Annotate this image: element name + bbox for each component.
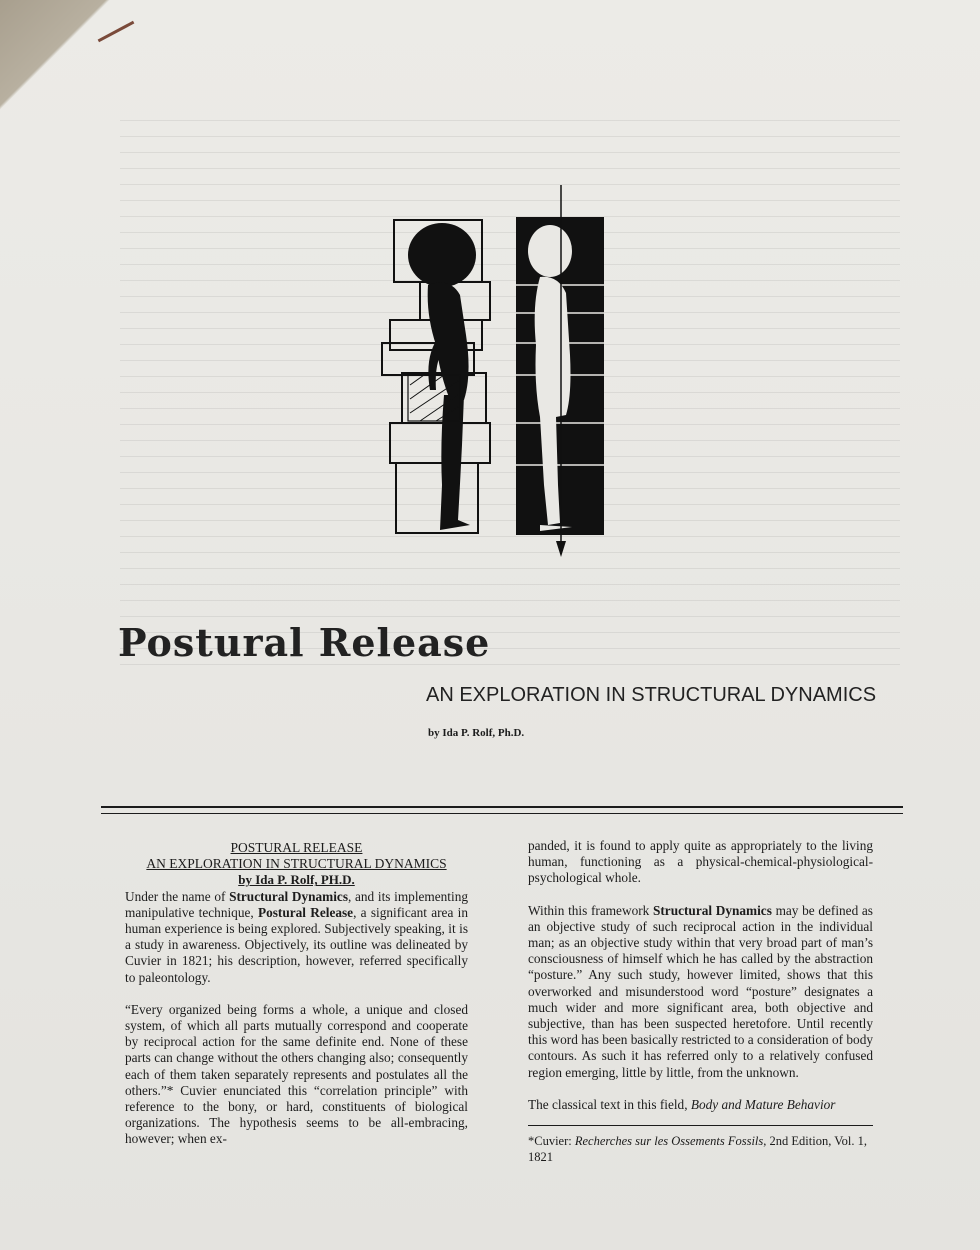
column-subtitle: AN EXPLORATION IN STRUCTURAL DYNAMICS — [146, 856, 447, 872]
byline: by Ida P. Rolf, Ph.D. — [428, 727, 525, 739]
left-column — [125, 840, 468, 1148]
folded-corner — [0, 0, 110, 110]
page-title: Postural Release — [118, 620, 491, 665]
footnote: *Cuvier: Recherches sur les Ossements Fossils, 2nd Edition, Vol. 1, 1821 — [528, 1134, 867, 1164]
stacked-blocks-figure — [382, 220, 490, 533]
paragraph: panded, it is found to apply quite as appropriately to the living human, functioning as a physical-chemical-physiological-psychological whole. — [528, 838, 873, 886]
page-subtitle: AN EXPLORATION IN STRUCTURAL DYNAMICS — [426, 684, 877, 706]
column-author: by Ida P. Rolf, PH.D. — [238, 872, 355, 888]
paragraph: Under the name of Structural Dynamics, and its implementing manipulative technique, Postural Release, a significant area in human experience is being explored. Subjectively speaking, it is a study in awareness. Objectively, its outline was delineated by Cuvier in 1821; his description, however, referred specifically to paleontology. — [125, 888, 468, 985]
right-column — [528, 838, 873, 1165]
paragraph: The classical text in this field, Body and Mature Behavior — [528, 1096, 836, 1112]
divider-rule — [101, 806, 903, 808]
footnote-rule — [528, 1125, 873, 1126]
paragraph: Within this framework Structural Dynamics may be defined as an objective study of such reciprocal action in the individual man; as an objective study within that very broad part of man’s consciousness of himself which he has called by the abstraction “posture.” Any such study, however limited, shows that this overworked and misunderstood word “posture” designates a much wider and more significant area, both objective and subjective, than has been suspected heretofore. Until recently this word has been basically restricted to a consideration of body contours. As such it has referred only to a relatively confused region emerging, little by little, from the unknown. — [528, 902, 873, 1080]
column-title: POSTURAL RELEASE — [230, 840, 363, 855]
posture-illustration — [380, 185, 610, 565]
paragraph: “Every organized being forms a whole, a unique and closed system, of which all parts mutually correspond and cooperate by reciprocal action for the same definite end. None of these parts can change without the others changing also; consequently each of them taken separately represents and postulates all the others.”* Cuvier enunciated this “correlation principle” with reference to the bony, or hard, constituents of biological organizations. The hypothesis seems to be all-embracing, however; when ex- — [125, 1001, 468, 1147]
divider-rule-thin — [101, 813, 903, 814]
grid-figure — [516, 185, 604, 557]
